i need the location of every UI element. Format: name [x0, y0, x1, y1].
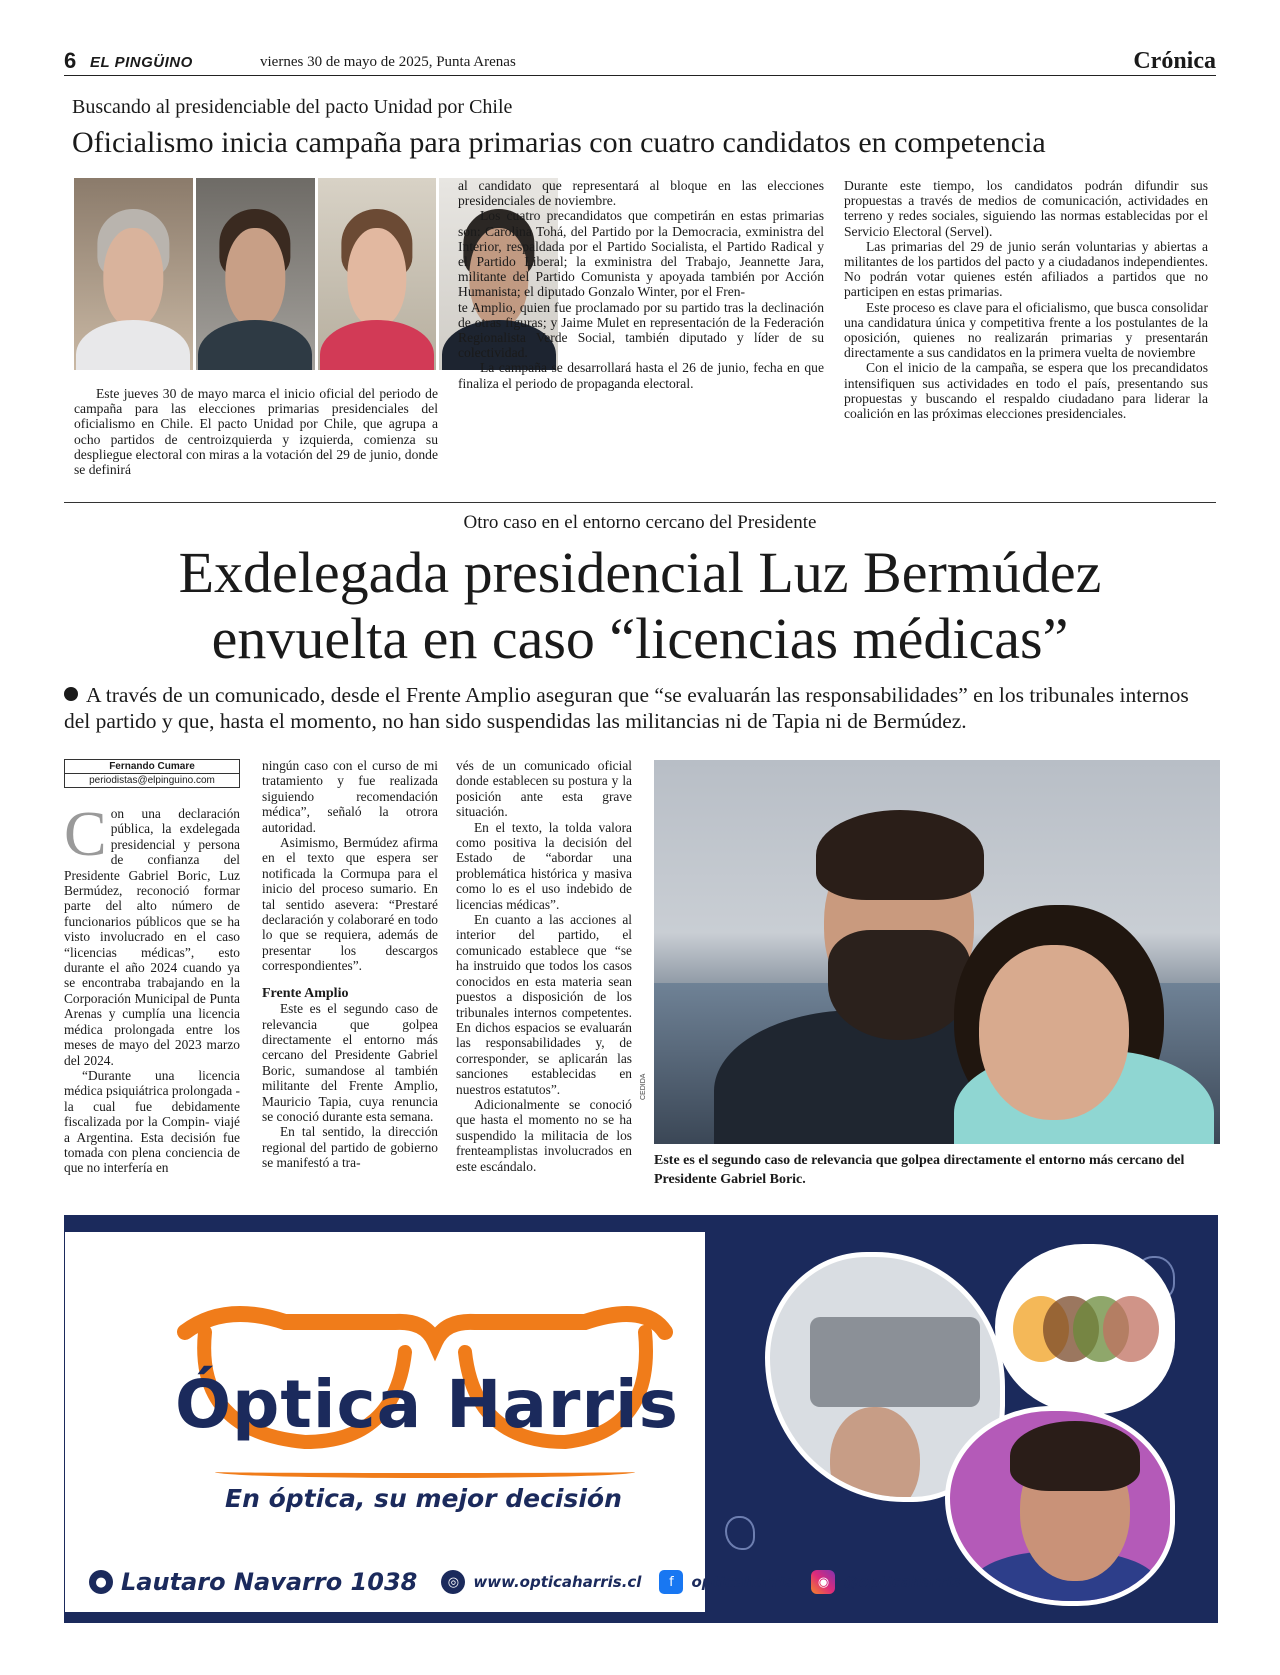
globe-icon: ◎: [441, 1570, 465, 1594]
article2-title: [0, 540, 1280, 672]
page-header: [64, 50, 1216, 76]
paragraph: te Amplio, quien fue proclamado por su partido tras la declinación de otras figuras; y Jaime Mulet en representación de la Federación Regionalista Verde Social, también diputado y líder de su colectividad.: [458, 299, 824, 361]
boric-bermudez-photo: [654, 760, 1220, 1144]
paragraph: En tal sentido, la dirección regional del partido de gobierno se manifestó a tra-: [262, 1124, 438, 1171]
ad-facebook[interactable]: opticaharris: [691, 1573, 794, 1591]
paragraph-text: on una declaración pública, la exdelegada presidencial y persona de confianza del Presidente Gabriel Boric, Luz Bermúdez, reconoció formar parte del alto número de funcionarios públicos que se ha visto involucrado en el caso “licencias médicas”, esto durante el año 2024 cuando ya se encontraba trabajando en la Corporación Municipal de Punta Arenas y cumplía una licencia médica prolongada entre los meses de mayo del 2023 marzo del 2024.: [64, 806, 240, 1068]
location-pin-icon: ●: [89, 1570, 113, 1594]
paragraph: Adicionalmente se conoció que hasta el momento no se ha suspendido la militacia de los frenteamplistas involucrados en este escándalo.: [456, 1096, 632, 1174]
facebook-icon: f: [659, 1570, 683, 1594]
paragraph: Asimismo, Bermúdez afirma en el texto que espera ser notificada la Cormupa para el inicio del proceso sumario. En tal sentido asevera: “Prestaré declaración y colaboraré en todo lo que se requiera, además de presentar los descargos correspondientes”.: [262, 835, 438, 974]
lens-colors-photo: [995, 1244, 1175, 1414]
customer-glasses-photo: [945, 1406, 1175, 1606]
byline: [64, 759, 240, 788]
paragraph: [64, 798, 240, 1068]
subhead: Frente Amplio: [262, 985, 349, 1001]
swoosh-decoration: [215, 1466, 635, 1478]
article2-column-2: [262, 758, 438, 1171]
article1-kicker: Buscando al presidenciable del pacto Unidad por Chile: [72, 96, 513, 118]
paragraph: al candidato que representará al bloque en las elecciones presidenciales de noviembre.: [458, 178, 824, 209]
bullet-icon: [64, 687, 78, 701]
article2-column-3: [456, 758, 632, 1174]
paragraph: En el texto, la tolda valora como positiva la decisión del Estado de “abordar una problemática histórica y masiva como lo es el uso indebido de licencias médicas”.: [456, 819, 632, 912]
candidate-photo: [318, 178, 437, 370]
paragraph: “Durante una licencia médica psiquiátrica prolongada -la cual fue debidamente fiscalizada por la Compin- viajé a Argentina. Esta decisión fue tomada con plena conciencia de que no interfería en: [64, 1067, 240, 1176]
ad-brand: Óptica Harris: [175, 1366, 679, 1443]
page-number: 6: [64, 48, 77, 73]
article1-title: Oficialismo inicia campaña para primarias con cuatro candidatos en competencia: [72, 126, 1046, 159]
date-line: viernes 30 de mayo de 2025, Punta Arenas: [260, 54, 516, 70]
photo-credit: CEDIDA: [640, 1073, 647, 1100]
paragraph: Durante este tiempo, los candidatos podrán difundir sus propuestas a través de medios de comunicación, actividades en terreno y redes sociales, siguiendo las normas establecidas por el Servicio Electoral (Servel).: [844, 178, 1208, 239]
section-name: Crónica: [1133, 48, 1216, 74]
article2-column-1: [64, 798, 240, 1176]
paragraph: En cuanto a las acciones al interior del partido, el comunicado establece que “se ha instruido que todos los casos conocidos en esta materia sean puestos a disposición de los tribunales internos competentes. En dichos espacios se evaluarán las responsabilidades y, de corresponder, se aplicarán las sanciones establecidas en nuestros estatutos”.: [456, 912, 632, 1097]
ad-tagline: En óptica, su mejor decisión: [225, 1484, 622, 1513]
article1-column-2: [458, 178, 824, 391]
ad-address: Lautaro Navarro 1038: [121, 1568, 418, 1596]
article1-column-3: [844, 178, 1208, 421]
paragraph: Este jueves 30 de mayo marca el inicio oficial del periodo de campaña para las elecciones primarias presidenciales del oficialismo en Chile. El pacto Unidad por Chile, que agrupa a ocho partidos de centroizquierda y izquierda, comienza su despliegue electoral con miras a la votación del 29 de junio, donde se definirá: [74, 386, 438, 478]
ad-website[interactable]: www.opticaharris.cl: [473, 1573, 642, 1591]
candidate-photo: [74, 178, 193, 370]
paragraph: ningún caso con el curso de mi tratamiento y fue realizada siguiendo recomendación médica”, señaló la otrora autoridad.: [262, 758, 438, 835]
paragraph: Con el inicio de la campaña, se espera que los precandidatos intensifiquen sus actividades en todo el país, presentando sus propuestas y buscando el respaldo ciudadano para liderar la coalición en las próximas elecciones presidenciales.: [844, 360, 1208, 422]
ad-instagram[interactable]: @opticaharris: [843, 1573, 961, 1591]
article2-lead: [64, 682, 1220, 734]
photo-caption: Este es el segundo caso de relevancia que golpea directamente el entorno más cercano del Presidente Gabriel Boric.: [654, 1153, 1185, 1187]
paragraph: Los cuatro precandidatos que competirán en estas primarias son: Carolina Tohá, del Partido por la Democracia, exministra del Interior, respaldada por el Partido Socialista, el Partido Radical y el Partido Liberal; la exministra del Trabajo, Jeannette Jara, militante del Partido Comunista y apoyada también por Acción Humanista; el diputado Gonzalo Winter, por el Fren-: [458, 208, 824, 300]
paragraph: La campaña se desarrollará hasta el 26 de junio, fecha en que finaliza el periodo de propaganda electoral.: [458, 360, 824, 391]
article-divider: [64, 502, 1216, 503]
dropcap: C: [64, 798, 107, 869]
optica-harris-ad[interactable]: [64, 1215, 1218, 1623]
lead-text: A través de un comunicado, desde el Frente Amplio aseguran que “se evaluarán las responsabilidades” en los tribunales internos del partido y que, hasta el momento, no han sido suspendidas las militancias ni de Tapia ni de Bermúdez.: [64, 683, 1189, 733]
newspaper-logo: EL PINGÜINO: [90, 54, 193, 71]
paragraph: Este proceso es clave para el oficialismo, que busca consolidar una candidatura única y competitiva frente a los postulantes de la oposición, quienes no realizarán primarias y presentarán directamente a sus candidatos en la primera vuelta de noviembre: [844, 299, 1208, 361]
candidate-photo: [196, 178, 315, 370]
author-name: Fernando Cumare: [65, 760, 239, 774]
paragraph: Las primarias del 29 de junio serán voluntarias y abiertas a militantes de los partidos del pacto y a ciudadanos independientes. No podrán votar quienes estén afiliados a partidos que no participen en estas primarias.: [844, 238, 1208, 300]
author-email[interactable]: periodistas@elpinguino.com: [89, 775, 215, 786]
title-line: Exdelegada presidencial Luz Bermúdez: [178, 540, 1102, 605]
decorative-blob: [725, 1516, 755, 1550]
ad-contact-bar: [89, 1568, 971, 1596]
title-line: envuelta en caso “licencias médicas”: [211, 606, 1069, 671]
paragraph: vés de un comunicado oficial donde establecen su postura y la posición ante esta grave situación.: [456, 758, 632, 820]
paragraph: Este es el segundo caso de relevancia que golpea directamente el entorno más cercano del Presidente Gabriel Boric, sumandose al también militante del Frente Amplio, Mauricio Tapia, cuya renuncia se conoció durante esta semana.: [262, 1001, 438, 1124]
instagram-icon: ◉: [811, 1570, 835, 1594]
article1-column-1: [74, 386, 438, 477]
article2-kicker: Otro caso en el entorno cercano del Presidente: [463, 512, 817, 533]
